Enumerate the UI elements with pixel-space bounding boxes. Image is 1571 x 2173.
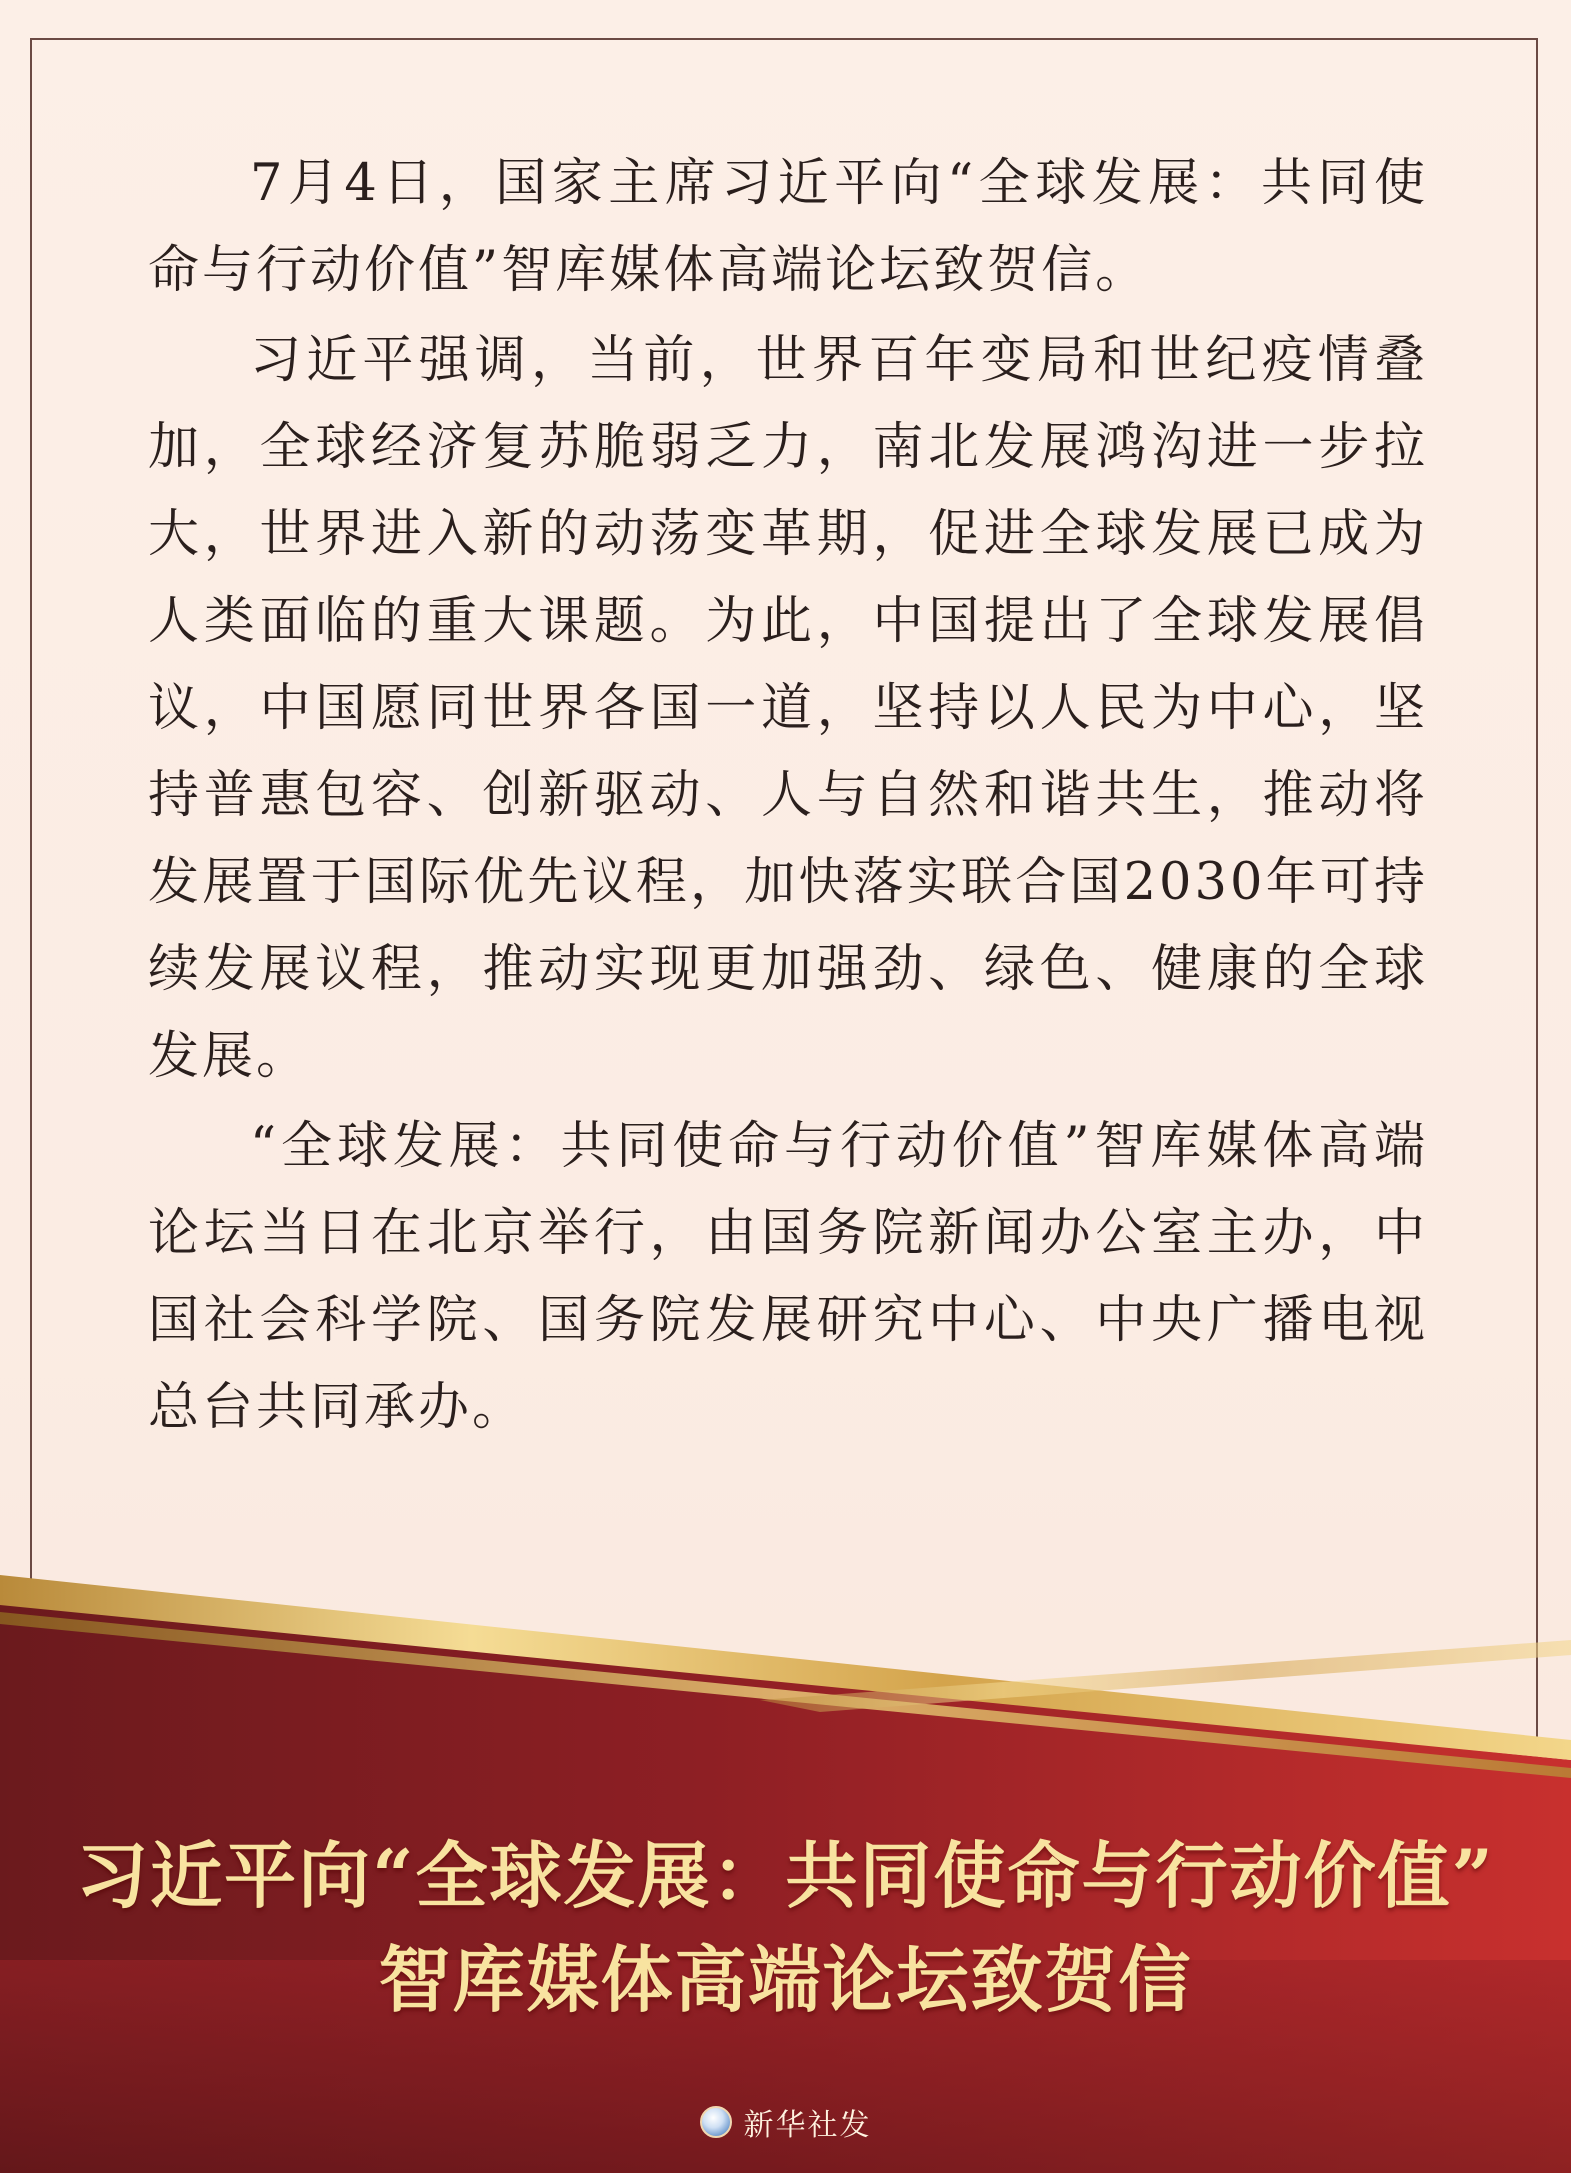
source-credit [0,2100,1571,2144]
article-paragraph-2: 习近平强调，当前，世界百年变局和世纪疫情叠加，全球经济复苏脆弱乏力，南北发展鸿沟进一步拉大，世界进入新的动荡变革期，促进全球发展已成为人类面临的重大课题。为此，中国提出了全球发展倡议，中国愿同世界各国一道，坚持以人民为中心，坚持普惠包容、创新驱动、人与自然和谐共生，推动将发展置于国际优先议程，加快落实联合国2030年可持续发展议程，推动实现更加强劲、绿色、健康的全球发展。 [148,331,1428,1086]
banner-title-line-2: 智库媒体高端论坛致贺信 [378,1937,1193,2022]
xinhua-logo-icon [700,2106,732,2138]
article-paragraph-1: 7月4日，国家主席习近平向“全球发展：共同使命与行动价值”智库媒体高端论坛致贺信。 [148,154,1428,300]
banner-title-line-1: 习近平向“全球发展：共同使命与行动价值” [76,1833,1495,1918]
source-label: 新华社发 [743,2108,872,2143]
article-paragraph-3: “全球发展：共同使命与行动价值”智库媒体高端论坛当日在北京举行，由国务院新闻办公室主办，中国社会科学院、国务院发展研究中心、中央广播电视总台共同承办。 [148,1117,1428,1437]
